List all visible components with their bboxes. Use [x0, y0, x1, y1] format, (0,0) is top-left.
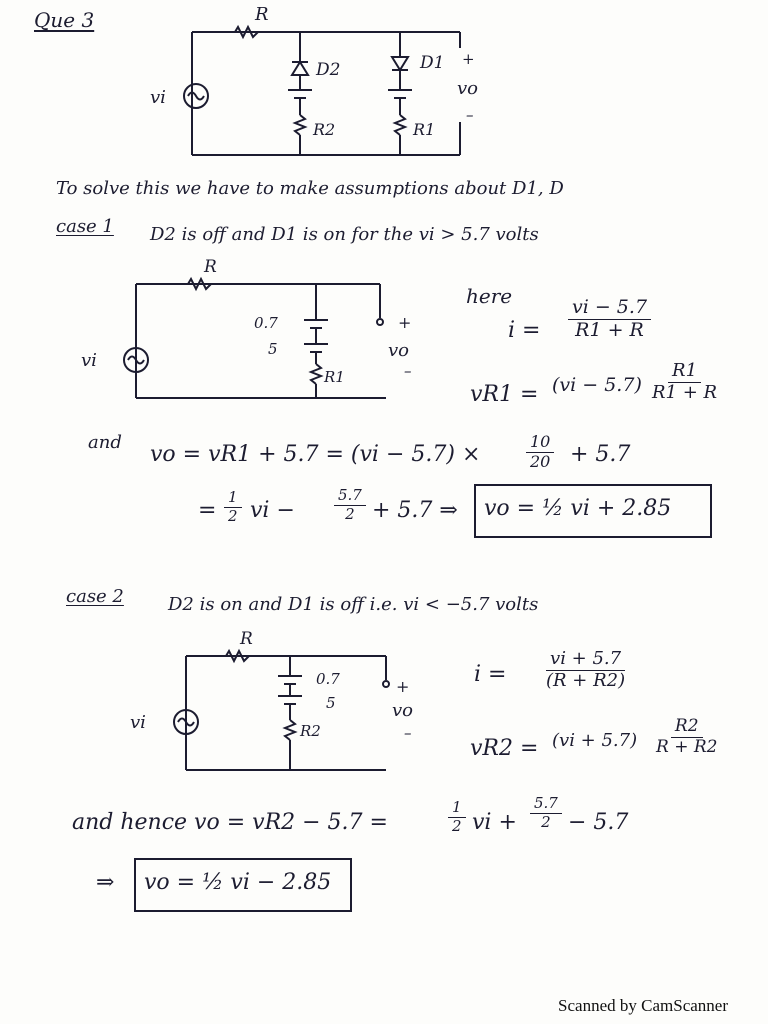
c3-label-vi: vi — [130, 712, 146, 733]
c1-label-minus: – — [466, 106, 474, 124]
case1-result: vo = ½ vi + 2.85 — [484, 496, 672, 521]
question-heading: Que 3 — [34, 8, 95, 32]
case1-label: case 1 — [56, 216, 114, 237]
c3-label-vo: vo — [392, 700, 414, 721]
i-lhs: i = — [508, 318, 541, 343]
intro-text: To solve this we have to make assumptions about D1, D — [56, 178, 564, 199]
case2-condition: D2 is on and D1 is off i.e. vi < −5.7 volts — [168, 594, 539, 615]
hence-fraction — [530, 796, 562, 831]
vr2-mid: (vi + 5.7) — [552, 730, 638, 751]
c1-label-d1: D1 — [420, 53, 445, 73]
implies-arrow: ⇒ — [96, 870, 115, 895]
i2-lhs: i = — [474, 662, 507, 687]
c3-label-plus: + — [396, 677, 410, 696]
vr2-num: R2 — [671, 718, 703, 738]
eq2-frac-num: 5.7 — [334, 488, 366, 506]
i-den: R1 + R — [575, 318, 644, 341]
c1-label-r: R — [255, 4, 269, 25]
eq1-den: 20 — [530, 451, 551, 471]
eq2-part-b: vi − — [250, 498, 295, 523]
vr1-lhs: vR1 = — [470, 382, 539, 407]
c2-label-minus: – — [404, 362, 412, 380]
i2-den: (R + R2) — [546, 669, 626, 691]
i2-num: vi + 5.7 — [546, 650, 625, 671]
c2-label-vo: vo — [388, 340, 410, 361]
and-label: and — [88, 432, 122, 453]
c1-label-vo: vo — [457, 78, 479, 99]
hence-part-b: vi + — [472, 810, 517, 835]
c1-label-r1: R1 — [413, 120, 436, 139]
hence-part-c: − 5.7 — [568, 810, 629, 835]
c1-label-plus: + — [462, 50, 475, 68]
hence-half-den: 2 — [452, 816, 462, 835]
eq2-half — [224, 490, 242, 525]
vr1-fraction — [648, 362, 721, 403]
eq1-fraction — [526, 434, 554, 471]
hence-line: and hence vo = vR2 − 5.7 = — [72, 810, 388, 835]
eq2-frac-den: 2 — [345, 504, 355, 523]
circuit-diagram-1 — [150, 0, 480, 165]
eq1-num: 10 — [526, 434, 554, 453]
c3-label-07: 0.7 — [316, 670, 340, 688]
eq2-eq: = — [198, 498, 217, 523]
c3-label-minus: – — [404, 724, 412, 742]
circuit-diagram-3 — [130, 630, 440, 780]
circuit-diagram-2 — [76, 258, 436, 418]
eq2-half-num: 1 — [224, 490, 242, 508]
vr2-fraction — [652, 718, 721, 757]
c2-label-plus: + — [398, 313, 412, 332]
eq2-half-den: 2 — [228, 506, 238, 525]
i-fraction — [568, 298, 651, 341]
hence-frac-den: 2 — [541, 812, 551, 831]
c2-label-07: 0.7 — [254, 314, 278, 332]
c2-label-vi: vi — [81, 350, 97, 371]
c1-label-d2: D2 — [316, 60, 341, 80]
vr2-lhs: vR2 = — [470, 736, 539, 761]
hence-frac-num: 5.7 — [530, 796, 562, 814]
case2-label: case 2 — [66, 586, 124, 607]
eq2-fraction — [334, 488, 366, 523]
c2-label-r: R — [204, 257, 217, 277]
vr1-num: R1 — [668, 362, 701, 383]
eq1-part-b: + 5.7 — [570, 442, 631, 467]
scanner-watermark: Scanned by CamScanner — [558, 996, 728, 1015]
vr1-mid: (vi − 5.7) — [552, 374, 642, 396]
c3-label-r2: R2 — [300, 722, 321, 740]
eq2-part-c: + 5.7 ⇒ — [372, 498, 458, 523]
c1-label-vi: vi — [150, 87, 166, 108]
i-num: vi − 5.7 — [568, 298, 651, 320]
eq1-part-a: vo = vR1 + 5.7 = (vi − 5.7) × — [150, 442, 481, 467]
case1-condition: D2 is off and D1 is on for the vi > 5.7 volts — [150, 224, 539, 245]
i2-fraction — [542, 650, 629, 691]
c3-label-r: R — [240, 629, 253, 649]
c1-label-r2: R2 — [313, 120, 336, 139]
hence-half — [448, 800, 466, 835]
c2-label-5: 5 — [268, 340, 278, 358]
case2-result: vo = ½ vi − 2.85 — [144, 870, 332, 895]
here-label: here — [466, 284, 513, 308]
vr2-den: R + R2 — [656, 736, 718, 757]
hence-half-num: 1 — [448, 800, 466, 818]
c2-label-r1: R1 — [324, 368, 345, 386]
vr1-den: R1 + R — [652, 381, 718, 403]
c3-label-5: 5 — [326, 694, 336, 712]
